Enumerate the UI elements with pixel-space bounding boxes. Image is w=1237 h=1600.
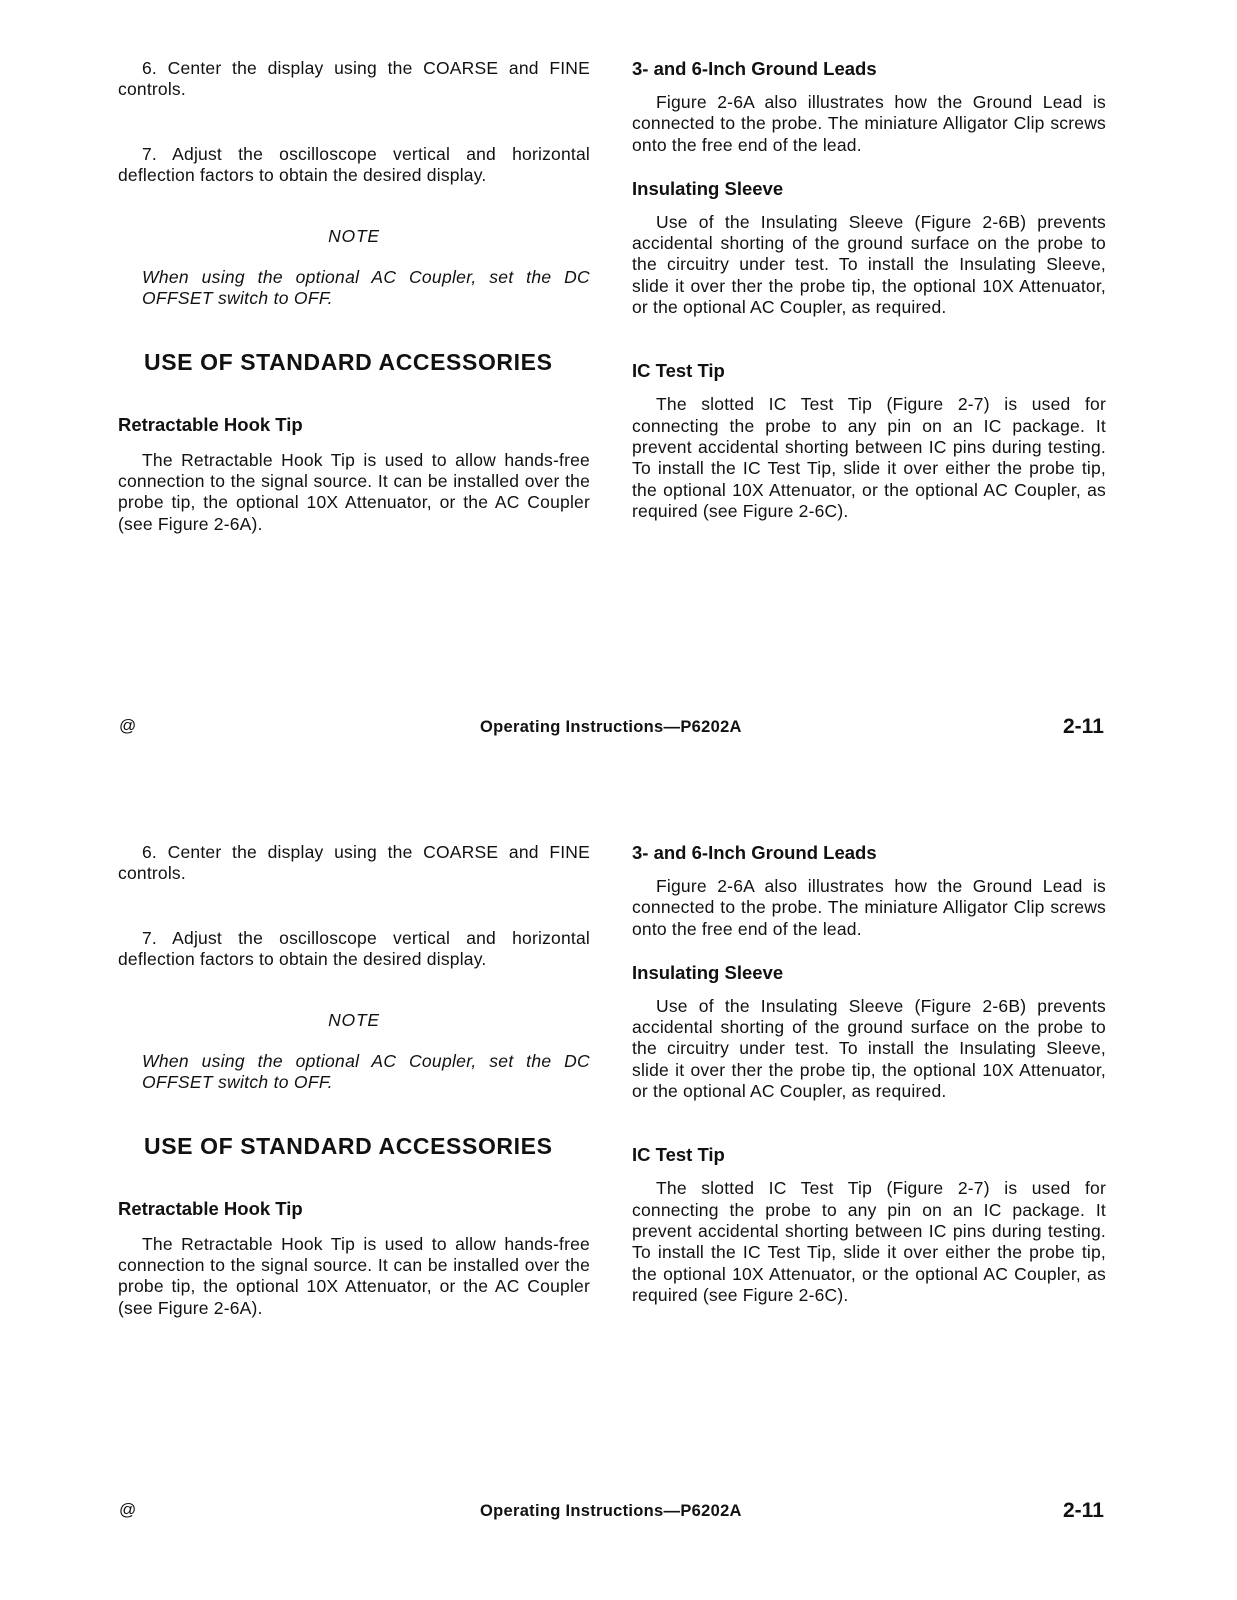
section-title: USE OF STANDARD ACCESSORIES [144,348,553,375]
footer-mark: @ [119,716,137,735]
footer-mark: @ [119,1500,137,1519]
footer-title: Operating Instructions—P6202A [480,1502,742,1520]
ground-leads-text: Figure 2-6A also illustrates how the Ground Lead is connected to the probe. The miniature Alligator Clip screws onto the free end of the lead. [632,876,1106,939]
page-number: 2-11 [1063,1499,1104,1522]
note-title: NOTE [328,226,380,247]
insulating-sleeve-text: Use of the Insulating Sleeve (Figure 2-6B) prevents accidental shorting of the ground surface on the probe to the circuitry under test. To install the Insulating Sleeve, slide it over ther the probe tip, the optional 10X Attenuator, or the optional AC Coupler, as required. [632,995,1106,1102]
section-title: USE OF STANDARD ACCESSORIES [144,1132,553,1159]
right-column [632,58,1106,522]
page-copy-2 [0,784,1237,1568]
note-text: When using the optional AC Coupler, set the DC OFFSET switch to OFF. [142,1051,590,1093]
step-7-text: 7. Adjust the oscilloscope vertical and horizontal deflection factors to obtain the desired display. [118,143,590,185]
retractable-hook-tip-heading: Retractable Hook Tip [118,1197,303,1219]
note-title: NOTE [328,1010,380,1031]
ic-test-tip-heading: IC Test Tip [632,1144,725,1166]
note-text: When using the optional AC Coupler, set the DC OFFSET switch to OFF. [142,267,590,309]
step-7-text: 7. Adjust the oscilloscope vertical and horizontal deflection factors to obtain the desired display. [118,927,590,969]
ground-leads-text: Figure 2-6A also illustrates how the Ground Lead is connected to the probe. The miniature Alligator Clip screws onto the free end of the lead. [632,92,1106,155]
retractable-hook-tip-text: The Retractable Hook Tip is used to allow hands-free connection to the signal source. It can be installed over the probe tip, the optional 10X Attenuator, or the AC Coupler (see Figure 2-6A). [118,449,590,534]
retractable-hook-tip-heading: Retractable Hook Tip [118,413,303,435]
step-6-text: 6. Center the display using the COARSE and FINE controls. [118,58,590,100]
ic-test-tip-heading: IC Test Tip [632,360,725,382]
ic-test-tip-text: The slotted IC Test Tip (Figure 2-7) is used for connecting the probe to any pin on an IC package. It prevent accidental shorting between IC pins during testing. To install the IC Test Tip, slide it over either the probe tip, the optional 10X Attenuator, or the optional AC Coupler, as required (see Figure 2-6C). [632,394,1106,521]
ground-leads-heading: 3- and 6-Inch Ground Leads [632,842,877,863]
left-column [118,842,590,1319]
insulating-sleeve-heading: Insulating Sleeve [632,961,784,983]
footer-title: Operating Instructions—P6202A [480,718,742,736]
ground-leads-heading: 3- and 6-Inch Ground Leads [632,58,877,79]
ic-test-tip-text: The slotted IC Test Tip (Figure 2-7) is used for connecting the probe to any pin on an IC package. It prevent accidental shorting between IC pins during testing. To install the IC Test Tip, slide it over either the probe tip, the optional 10X Attenuator, or the optional AC Coupler, as required (see Figure 2-6C). [632,1178,1106,1305]
left-column [118,58,590,535]
retractable-hook-tip-text: The Retractable Hook Tip is used to allow hands-free connection to the signal source. It can be installed over the probe tip, the optional 10X Attenuator, or the AC Coupler (see Figure 2-6A). [118,1233,590,1318]
step-6-text: 6. Center the display using the COARSE and FINE controls. [118,842,590,884]
right-column [632,842,1106,1306]
page-number: 2-11 [1063,715,1104,738]
insulating-sleeve-text: Use of the Insulating Sleeve (Figure 2-6B) prevents accidental shorting of the ground surface on the probe to the circuitry under test. To install the Insulating Sleeve, slide it over ther the probe tip, the optional 10X Attenuator, or the optional AC Coupler, as required. [632,211,1106,318]
page-copy-1 [0,0,1237,784]
insulating-sleeve-heading: Insulating Sleeve [632,177,784,199]
